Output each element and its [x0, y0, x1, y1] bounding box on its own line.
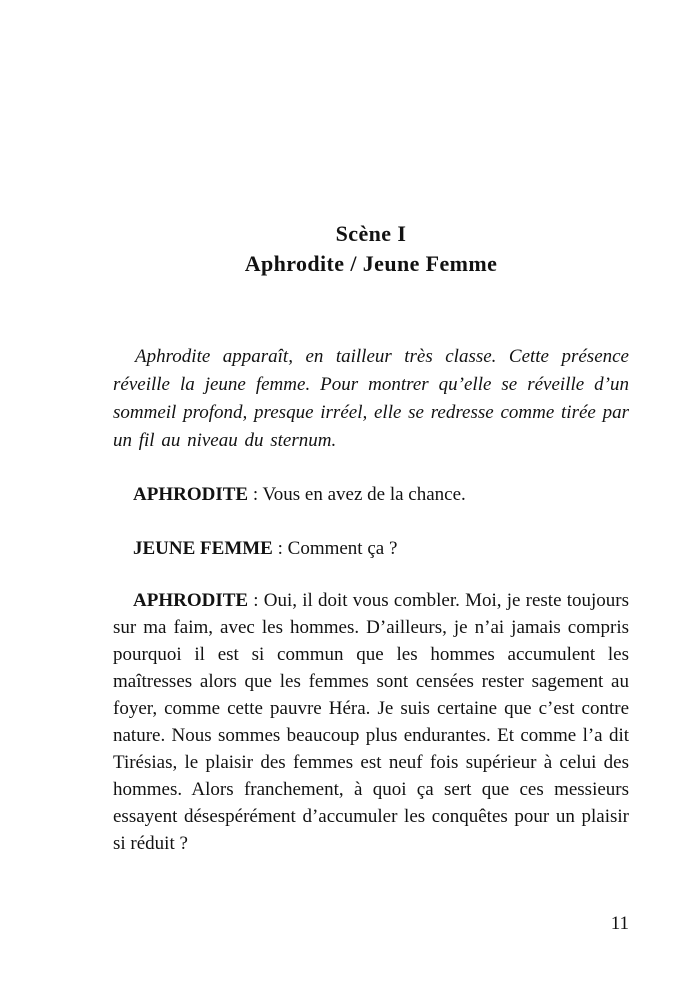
dialogue-text: Comment ça ? [287, 538, 398, 559]
dialogue-separator: : [248, 590, 264, 611]
dialogue-line-1 [113, 481, 629, 508]
speaker-name: APHRODITE [133, 590, 249, 611]
speaker-name: JEUNE FEMME [133, 538, 273, 559]
dialogue-line-3 [113, 587, 629, 857]
dialogue-separator: : [248, 484, 263, 505]
dialogue-text: Vous en avez de la chance. [262, 484, 466, 505]
scene-title-characters: Aphrodite / Jeune Femme [244, 250, 498, 276]
dialogue-line-2 [113, 535, 629, 562]
page-number: 11 [610, 913, 629, 934]
dialogue-separator: : [272, 538, 288, 559]
scene-title-number: Scène I [335, 220, 407, 246]
speaker-name: APHRODITE [133, 484, 249, 505]
scene-title [113, 219, 629, 279]
dialogue-text: Oui, il doit vous combler. Moi, je reste toujours sur ma faim, avec les hommes. D’ailleurs, je n’ai jamais compris pourquoi il est si commun que les hommes accumulent les maîtresses alors que les femmes sont censées rester sagement au foyer, comme cette pauvre Héra. Je suis certaine que c’est contre nature. Nous sommes beaucoup plus endurantes. Et comme l’a dit Tirésias, le plaisir des femmes est neuf fois supérieur à celui des hommes. Alors franchement, à quoi ça sert que ces messieurs essayent désespérément d’accumuler les conquêtes pour un plaisir si réduit ? [113, 590, 630, 854]
stage-direction: Aphrodite apparaît, en tailleur très classe. Cette présence réveille la jeune femme. Pour montrer qu’elle se réveille d’un sommeil profond, presque irréel, elle se redresse comme tirée par un fil au niveau du sternum. [113, 346, 629, 451]
